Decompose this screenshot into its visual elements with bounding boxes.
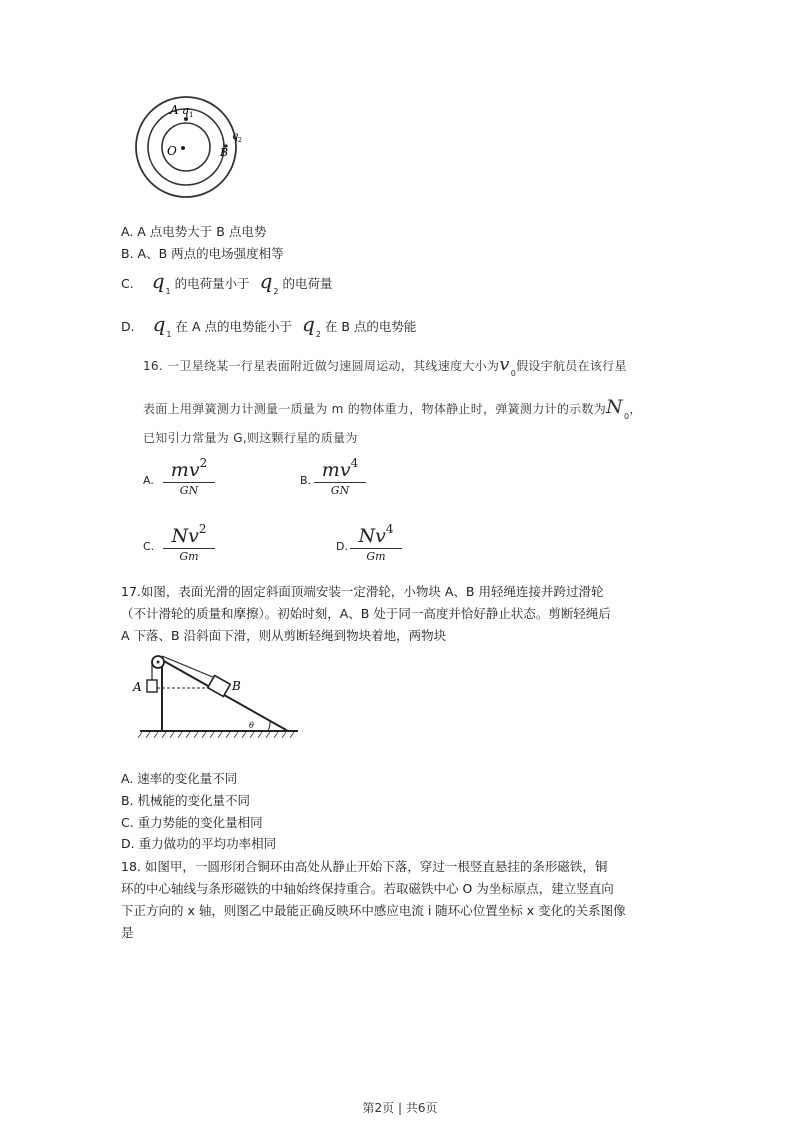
q17-line-3: A 下落、B 沿斜面下滑，则从剪断轻绳到物块着地，两物块 — [121, 628, 447, 643]
label-b: B — [232, 679, 241, 693]
label-q2-sub: 2 — [238, 137, 242, 144]
q16-option-c-label: C. — [143, 540, 155, 553]
q17-line-2: （不计滑轮的质量和摩擦）。初始时刻，A、B 处于同一高度并恰好静止状态。剪断轻绳后 — [121, 606, 611, 621]
q16-line-1: 16. 一卫星绕某一行星表面附近做匀速圆周运动，其线速度大小为$v_0$假设宇航员在该行星 — [143, 354, 627, 378]
q16-option-a-label: A. — [143, 474, 154, 487]
label-theta: θ — [249, 721, 254, 730]
q17-option-a: A. 速率的变化量不同 — [121, 771, 238, 786]
q17-option-c: C. 重力势能的变化量相同 — [121, 815, 263, 830]
q16-line-3: 已知引力常量为 G,则这颗行星的质量为 — [143, 431, 358, 445]
label-q2: q — [232, 131, 239, 142]
q1-symbol: q — [152, 312, 166, 336]
q15-option-b: B. A、B 两点的电场强度相等 — [121, 246, 284, 261]
q1-symbol: q — [151, 269, 165, 293]
q2-symbol: q — [259, 269, 273, 293]
q15-option-d: D. $q_1$ 在 A 点的电势能小于 $q_2$ 在 B 点的电势能 — [121, 312, 417, 339]
q17-option-d: D. 重力做功的平均功率相同 — [121, 836, 277, 851]
label-a: A — [170, 103, 179, 117]
label-q1: q — [182, 104, 190, 117]
q18-line-1: 18. 如图甲，一圆形闭合铜环由高处从静止开始下落，穿过一根竖直悬挂的条形磁铁，铜 — [121, 859, 608, 874]
q15-option-c: C. $q_1$ 的电荷量小于 $q_2$ 的电荷量 — [121, 269, 333, 296]
q15-option-a: A. A 点电势大于 B 点电势 — [121, 224, 267, 239]
q16-option-d-fraction: Nv$^4$ Gm — [350, 518, 402, 563]
q18-line-3: 下正方向的 x 轴，则图乙中最能正确反映环中感应电流 i 随环心位置坐标 x 变化的关系图像 — [121, 903, 626, 918]
label-b: B — [220, 146, 229, 159]
q16-option-b-label: B. — [300, 474, 312, 487]
q16-option-d-label: D. — [336, 540, 348, 553]
q17-option-b: B. 机械能的变化量不同 — [121, 793, 251, 808]
q17-line-1: 17.如图，表面光滑的固定斜面顶端安装一定滑轮，小物块 A、B 用轻绳连接并跨过滑轮 — [121, 584, 604, 599]
q16-line-2: 表面上用弹簧测力计测量一质量为 m 的物体重力，物体静止时，弹簧测力计的示数为$N_0$， — [143, 396, 642, 421]
q16-option-c-fraction: Nv$^2$ Gm — [163, 518, 215, 563]
q16-option-b-fraction: $mv^4$ GN — [314, 452, 366, 497]
page-footer: 第2页 | 共6页 — [362, 1101, 438, 1115]
label-q1-sub: 1 — [189, 111, 194, 119]
label-o: O — [167, 144, 177, 158]
q16-option-a-fraction: $mv^2$ GN — [163, 452, 215, 497]
label-a: A — [133, 680, 142, 694]
concentric-circles-figure — [120, 90, 260, 200]
q18-line-2: 环的中心轴线与条形磁铁的中轴始终保持重合。若取磁铁中心 O 为坐标原点，建立竖直向 — [121, 881, 614, 896]
incline-pulley-figure — [118, 648, 318, 748]
q18-line-4: 是 — [121, 925, 134, 940]
q2-symbol: q — [301, 312, 315, 336]
